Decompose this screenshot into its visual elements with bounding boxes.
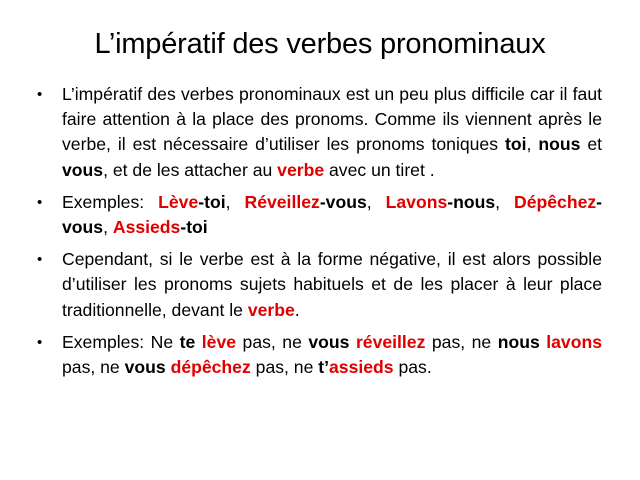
bold-text: -vous [319,191,367,212]
bullet-dot-icon: • [37,333,43,351]
highlighted-verb: lavons [546,331,602,352]
highlighted-verb: verbe [277,159,325,180]
slide-title: L’impératif des verbes pronominaux [94,28,546,60]
bullet-text: Cependant, si le verbe est à la forme négative, il est alors possible d’utiliser les pronoms sujets habituels et de les placer à leur place traditionnelle, devant le [62,249,602,320]
bullet-text: , [366,191,386,212]
bullet-text: pas, ne [425,331,498,352]
bold-text: -nous [447,191,496,212]
bullet-text: pas, ne [236,331,309,352]
bold-text: toi [504,134,527,155]
bullet-text: , [225,191,245,212]
bold-text: -toi [180,217,208,238]
bullet-item [36,330,602,380]
highlighted-verb: Assieds [112,217,181,238]
highlighted-verb: lève [201,331,237,352]
bullet-dot-icon: • [37,86,43,103]
bold-text: vous [124,357,166,378]
bullet-text: Exemples: [62,191,159,212]
bullet-text: , [103,217,113,238]
bullet-text: pas. [393,357,432,378]
bold-text: t’ [318,357,330,378]
bullet-text: , et de les attacher au [103,159,278,180]
highlighted-verb: Dépêchez [514,191,597,212]
bold-text: -vous [62,191,603,238]
highlighted-verb: réveillez [355,331,426,352]
bullet-text: avec un tiret . [324,159,435,180]
bold-text: nous [538,134,581,155]
bullet-text: pas, ne [62,357,125,378]
bullet-text: L’impératif des verbes pronominaux est un peu plus difficile car il faut faire attention à la place des pronoms. Comme ils viennent après le verbe, il est nécessaire d’utiliser les pronoms toniques [62,84,602,155]
bullet-text: , [495,191,515,212]
highlighted-verb: Réveillez [244,191,320,212]
bullet-item [36,190,602,240]
bold-text: -toi [198,191,226,212]
bullet-text: pas, ne [250,357,319,378]
bullet-text: , [526,134,539,155]
highlighted-verb: Lève [158,191,199,212]
bullet-text: Exemples: Ne [62,331,180,352]
bullet-dot-icon: • [37,193,43,211]
bullet-dot-icon: • [37,251,43,269]
bullet-list [36,82,602,380]
bold-text: vous [62,159,104,180]
bullet-item [36,247,602,323]
bold-text: nous [497,331,540,352]
bold-text: te [179,331,196,352]
bullet-text: et [580,134,602,155]
highlighted-verb: Lavons [385,191,448,212]
bullet-item [36,82,602,183]
highlighted-verb: assieds [329,357,394,378]
highlighted-verb: dépêchez [170,357,251,378]
highlighted-verb: verbe [247,299,295,320]
bold-text: vous [308,331,350,352]
bullet-text: . [294,299,300,320]
